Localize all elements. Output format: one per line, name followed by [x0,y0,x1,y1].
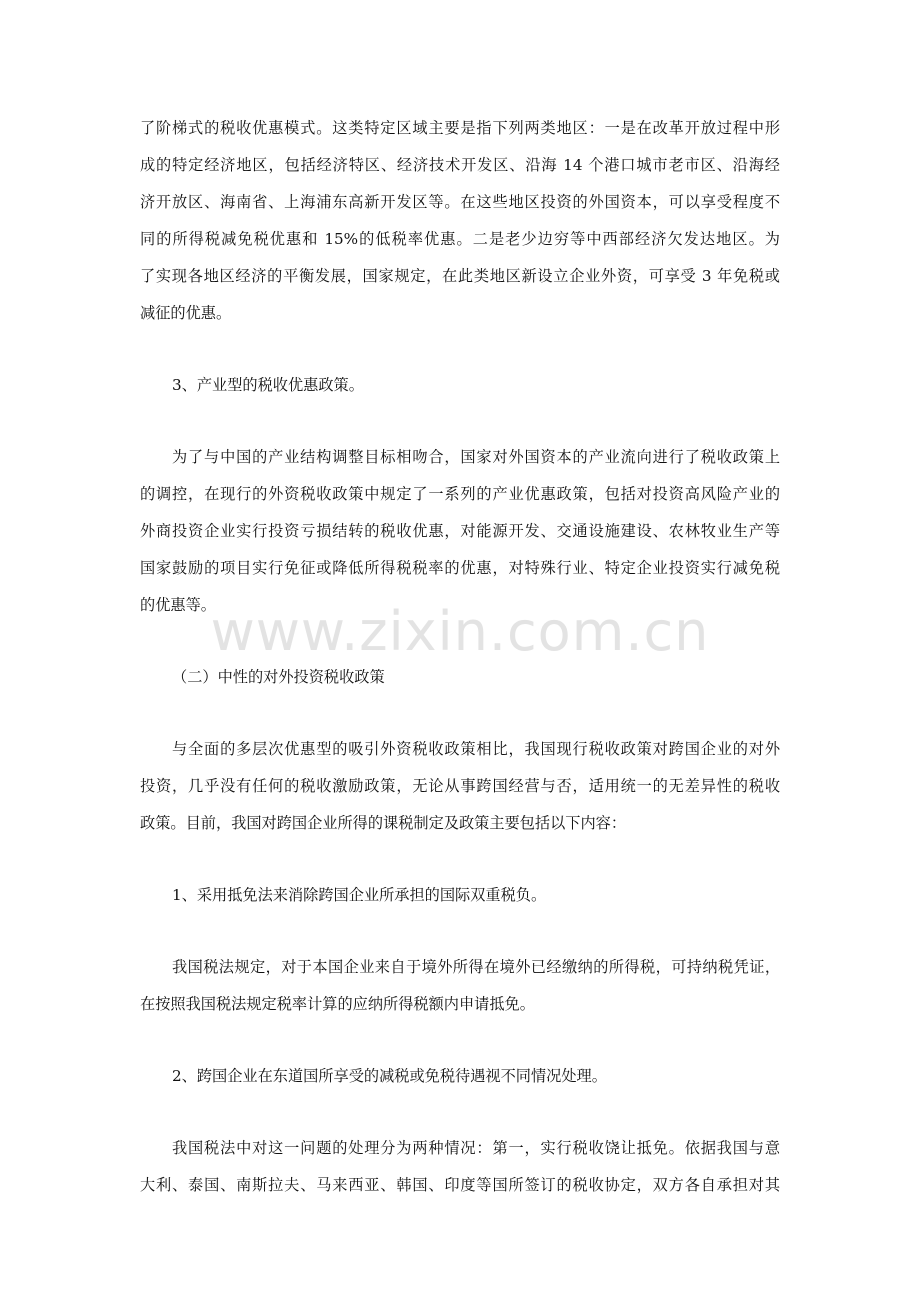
text-line: 政策。目前，我国对跨国企业所得的课税制定及政策主要包括以下内容： [140,814,626,832]
text-line: 与全面的多层次优惠型的吸引外资税收政策相比，我国现行税收政策对跨国企业的对外 [172,740,780,758]
text-line: 同的所得税减免税优惠和 15%的低税率优惠。二是老少边穷等中西部经济欠发达地区。为 [140,230,780,248]
text-line: 的调控，在现行的外资税收政策中规定了一系列的产业优惠政策，包括对投资高风险产业的 [140,485,780,503]
text-line: 济开放区、海南省、上海浦东高新开发区等。在这些地区投资的外国资本，可以享受程度不 [140,193,780,211]
text-line: 大利、泰国、南斯拉夫、马来西亚、韩国、印度等国所签订的税收协定，双方各自承担对其 [140,1176,780,1194]
text-line: 了实现各地区经济的平衡发展，国家规定，在此类地区新设立企业外资，可享受 3 年免税或 [140,267,780,285]
text-line: 了阶梯式的税收优惠模式。这类特定区域主要是指下列两类地区：一是在改革开放过程中形 [140,119,780,137]
section-heading-industry-policy: 3、产业型的税收优惠政策。 [172,376,364,394]
text-line: 国家鼓励的项目实行免征或降低所得税税率的优惠，对特殊行业、特定企业投资实行减免税 [140,559,780,577]
text-line: 成的特定经济地区，包括经济特区、经济技术开发区、沿海 14 个港口城市老市区、沿海经 [140,156,780,174]
section-heading-neutral-policy: （二）中性的对外投资税收政策 [172,668,385,686]
section-heading-credit-method: 1、采用抵免法来消除跨国企业所承担的国际双重税负。 [172,886,547,904]
text-line: 为了与中国的产业结构调整目标相吻合，国家对外国资本的产业流向进行了税收政策上 [172,448,780,466]
text-line: 我国税法规定，对于本国企业来自于境外所得在境外已经缴纳的所得税，可持纳税凭证， [172,958,780,976]
text-line: 在按照我国税法规定税率计算的应纳所得税额内申请抵免。 [140,995,535,1013]
text-line: 减征的优惠。 [140,304,232,322]
text-line: 投资，几乎没有任何的税收激励政策，无论从事跨国经营与否，适用统一的无差异性的税收 [140,777,780,795]
section-heading-host-country-relief: 2、跨国企业在东道国所享受的减税或免税待遇视不同情况处理。 [172,1067,607,1085]
text-line: 的优惠等。 [140,596,216,614]
text-line: 外商投资企业实行投资亏损结转的税收优惠，对能源开发、交通设施建设、农林牧业生产等 [140,522,780,540]
watermark: www.zixin.com.cn [210,600,710,663]
text-line: 我国税法中对这一问题的处理分为两种情况：第一，实行税收饶让抵免。依据我国与意 [172,1139,780,1157]
